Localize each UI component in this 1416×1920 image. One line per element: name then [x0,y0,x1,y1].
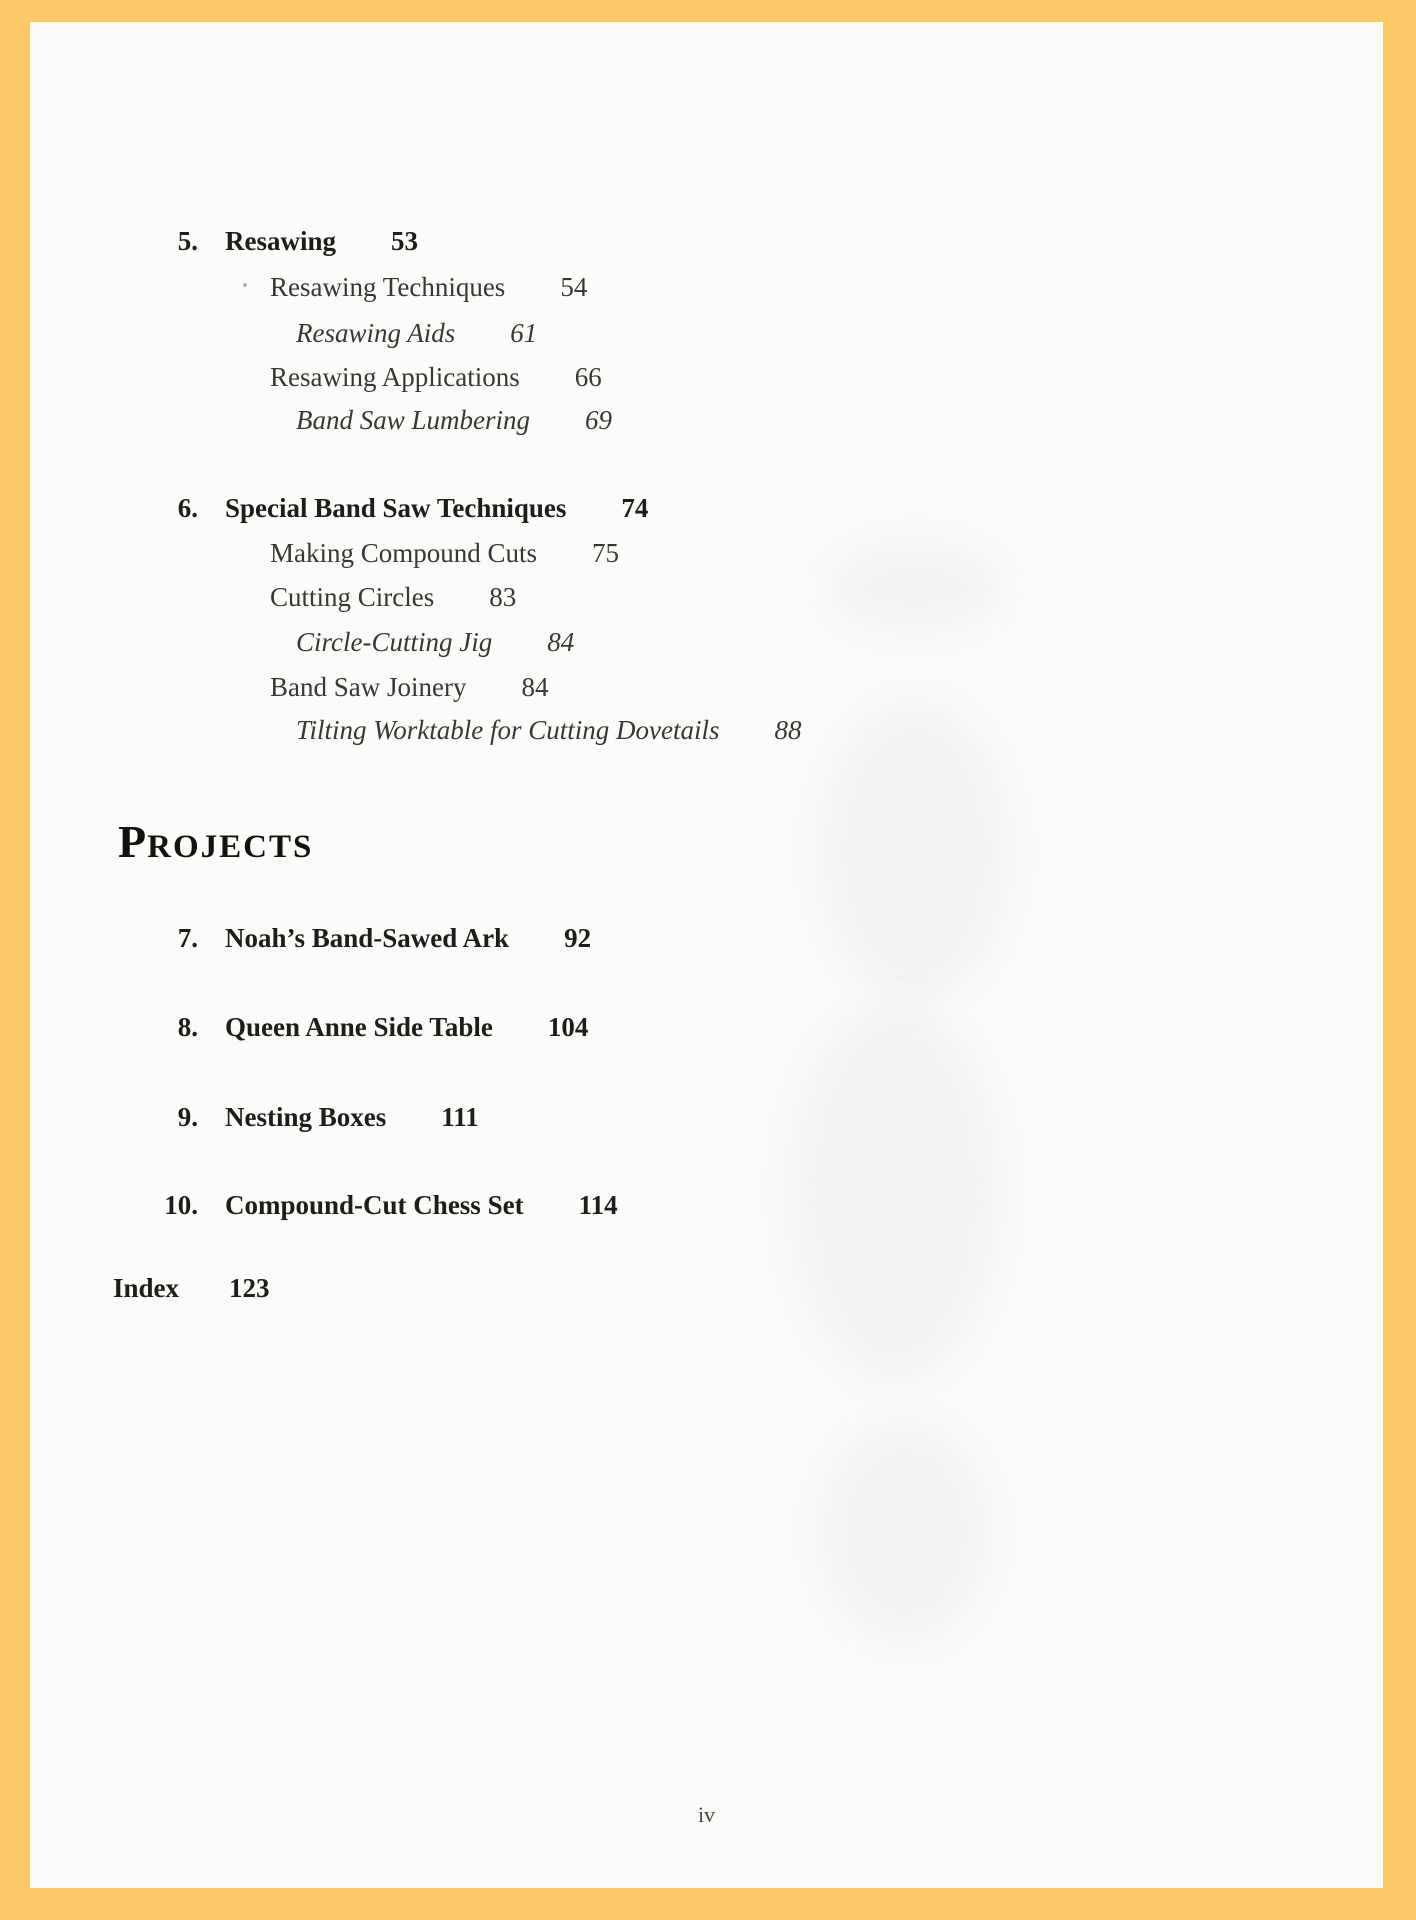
entry-page-number: 61 [510,318,538,348]
page-folio: iv [697,1802,716,1827]
chapter-title: Compound-Cut Chess Set [225,1190,524,1220]
entry-title: Cutting Circles [270,582,435,612]
scan-bleed-artifact [820,1422,990,1642]
chapter-page-number: 74 [621,493,649,523]
entry-page-number: 88 [774,715,802,745]
toc-entry-resawing-aids [30,311,1383,355]
toc-chapter-special-band-saw-techniques [30,486,1383,530]
toc-entry-circle-cutting-jig [30,620,1383,664]
index-title: Index [113,1273,180,1303]
toc-entry-cutting-circles [30,575,1383,619]
entry-title: Circle-Cutting Jig [296,627,493,657]
chapter-title: Queen Anne Side Table [225,1012,493,1042]
chapter-title: Resawing [225,226,337,256]
entry-title: Tilting Worktable for Cutting Dovetails [296,715,720,745]
chapter-page-number: 114 [578,1190,618,1220]
chapter-number: 7. [177,923,198,953]
section-heading-initial: P [118,816,148,867]
toc-entry-resawing-applications [30,355,1383,399]
entry-title: Band Saw Joinery [270,672,467,702]
chapter-number: 5. [177,226,198,256]
toc-chapter-compound-cut-chess-set [30,1183,1383,1227]
entry-page-number: 84 [521,672,549,702]
entry-page-number: 84 [547,627,575,657]
book-page [30,22,1383,1888]
toc-chapter-resawing [30,219,1383,263]
chapter-title: Special Band Saw Techniques [225,493,567,523]
entry-title: Band Saw Lumbering [296,405,531,435]
chapter-page-number: 53 [391,226,419,256]
chapter-title: Noah’s Band-Sawed Ark [225,923,510,953]
entry-page-number: 66 [574,362,602,392]
entry-title: Resawing Aids [296,318,456,348]
entry-page-number: 54 [560,272,588,302]
entry-page-number: 69 [585,405,613,435]
section-heading-rest: ROJECTS [147,829,314,865]
entry-page-number: 75 [592,538,620,568]
toc-index [30,1266,1383,1310]
entry-page-number: 83 [489,582,517,612]
entry-title: Resawing Applications [270,362,520,392]
toc-entry-band-saw-lumbering [30,398,1383,442]
chapter-number: 9. [177,1102,198,1132]
chapter-number: 8. [177,1012,198,1042]
chapter-page-number: 104 [547,1012,589,1042]
toc-entry-band-saw-joinery [30,665,1383,709]
entry-title: Making Compound Cuts [270,538,538,568]
chapter-page-number: 111 [441,1102,479,1132]
chapter-title: Nesting Boxes [225,1102,387,1132]
section-heading-projects [30,812,1383,877]
toc-chapter-noahs-band-sawed-ark [30,916,1383,960]
chapter-page-number: 92 [564,923,592,953]
toc-chapter-queen-anne-side-table [30,1005,1383,1049]
toc-entry-resawing-techniques [30,265,1383,309]
index-page-number: 123 [229,1273,270,1303]
toc-entry-tilting-worktable [30,708,1383,752]
chapter-number: 6. [177,493,198,523]
toc-chapter-nesting-boxes [30,1095,1383,1139]
chapter-number: 10. [164,1190,198,1220]
toc-entry-making-compound-cuts [30,531,1383,575]
entry-title: Resawing Techniques [270,272,506,302]
